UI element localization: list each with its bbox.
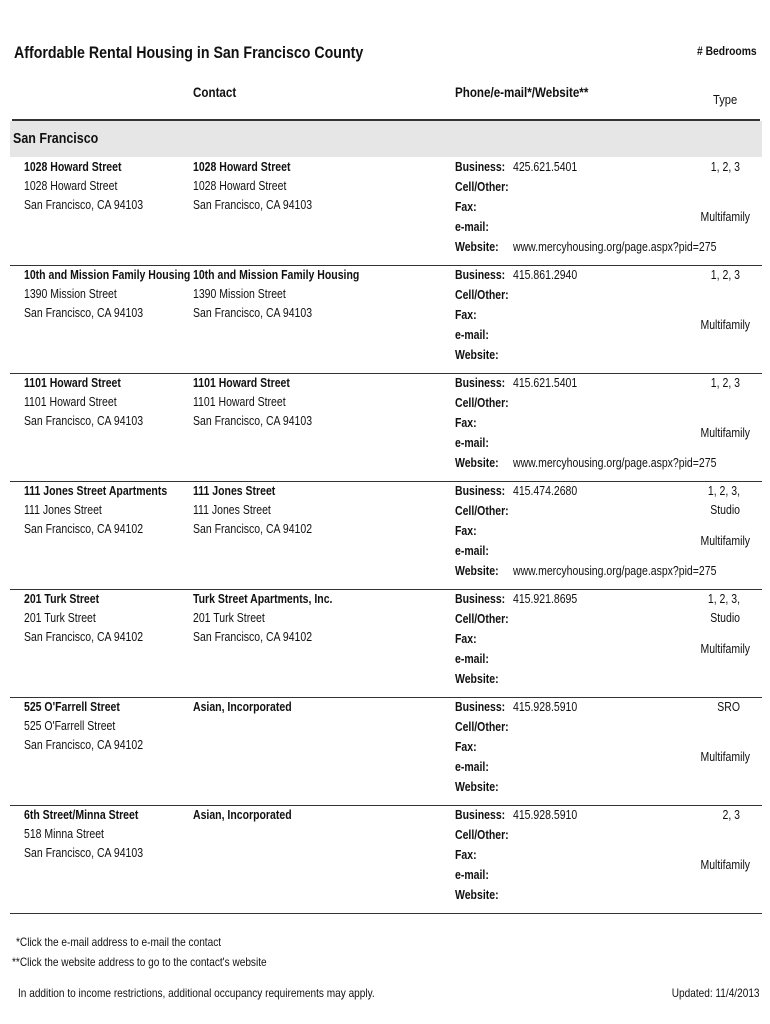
contact-address-line1: 1101 Howard Street [193,395,286,409]
page-title: Affordable Rental Housing in San Francisco County [14,44,364,62]
updated-date: Updated: 11/4/2013 [672,986,760,1000]
business-label: Business: [455,160,506,174]
business-label: Business: [455,484,506,498]
contact-name: 10th and Mission Family Housing [193,268,360,282]
property-address-line2: San Francisco, CA 94103 [24,846,144,860]
property-address-line1: 518 Minna Street [24,827,104,841]
email-label: e-mail: [455,760,489,774]
contact-address-line1: 201 Turk Street [193,611,265,625]
property-name: 1101 Howard Street [24,376,121,390]
business-phone: 415.621.5401 [513,376,578,390]
fax-label: Fax: [455,416,477,430]
bedrooms-value: 2, 3 [722,808,740,822]
bedrooms-value: 1, 2, 3 [710,160,740,174]
business-label: Business: [455,808,506,822]
fax-label: Fax: [455,308,477,322]
email-label: e-mail: [455,868,489,882]
business-phone: 415.928.5910 [513,700,578,714]
business-phone: 425.621.5401 [513,160,578,174]
listing-row [10,157,762,266]
contact-name: Asian, Incorporated [193,700,292,714]
contact-address-line1: 111 Jones Street [193,503,271,517]
fax-label: Fax: [455,740,477,754]
listing-row [10,265,762,374]
housing-type: Multifamily [700,642,750,656]
email-label: e-mail: [455,328,489,342]
property-address-line1: 1101 Howard Street [24,395,117,409]
cell-label: Cell/Other: [455,828,509,842]
website-label: Website: [455,888,499,902]
website-label: Website: [455,240,499,254]
contact-address-line2: San Francisco, CA 94102 [193,522,313,536]
housing-type: Multifamily [700,210,750,224]
bedrooms-value-extra: Studio [710,503,740,517]
contact-address-line2: San Francisco, CA 94102 [193,630,313,644]
footnote-email: *Click the e-mail address to e-mail the contact [16,935,222,949]
website-label: Website: [455,564,499,578]
property-address-line2: San Francisco, CA 94103 [24,306,144,320]
cell-label: Cell/Other: [455,720,509,734]
contact-name: Asian, Incorporated [193,808,292,822]
property-name: 6th Street/Minna Street [24,808,139,822]
email-label: e-mail: [455,544,489,558]
housing-type: Multifamily [700,534,750,548]
property-address-line2: San Francisco, CA 94102 [24,738,144,752]
business-phone: 415.474.2680 [513,484,578,498]
housing-type: Multifamily [700,318,750,332]
email-label: e-mail: [455,652,489,666]
website-link[interactable]: www.mercyhousing.org/page.aspx?pid=275 [513,564,717,578]
listing-row [10,805,762,914]
business-phone: 415.928.5910 [513,808,578,822]
website-link[interactable]: www.mercyhousing.org/page.aspx?pid=275 [513,240,717,254]
website-label: Website: [455,456,499,470]
property-address-line1: 1390 Mission Street [24,287,117,301]
website-link[interactable]: www.mercyhousing.org/page.aspx?pid=275 [513,456,717,470]
footnote-website: **Click the website address to go to the contact's website [12,955,267,969]
bedrooms-value: 1, 2, 3 [710,268,740,282]
cell-label: Cell/Other: [455,504,509,518]
property-address-line1: 525 O'Farrell Street [24,719,116,733]
property-address-line2: San Francisco, CA 94103 [24,198,144,212]
property-name: 201 Turk Street [24,592,100,606]
bedrooms-value: SRO [717,700,740,714]
listing-row [10,589,762,698]
website-label: Website: [455,348,499,362]
housing-type: Multifamily [700,858,750,872]
contact-column-header: Contact [193,85,237,100]
property-name: 1028 Howard Street [24,160,122,174]
property-name: 111 Jones Street Apartments [24,484,168,498]
region-bar [10,121,762,157]
website-label: Website: [455,780,499,794]
contact-address-line2: San Francisco, CA 94103 [193,414,313,428]
business-label: Business: [455,268,506,282]
listing-row [10,373,762,482]
property-address-line1: 1028 Howard Street [24,179,118,193]
contact-name: 1101 Howard Street [193,376,290,390]
fax-label: Fax: [455,200,477,214]
contact-address-line1: 1390 Mission Street [193,287,286,301]
property-address-line1: 201 Turk Street [24,611,96,625]
listing-row [10,697,762,806]
business-phone: 415.921.8695 [513,592,578,606]
phone-column-header: Phone/e-mail*/Website** [455,85,589,100]
email-label: e-mail: [455,220,489,234]
contact-name: Turk Street Apartments, Inc. [193,592,333,606]
cell-label: Cell/Other: [455,396,509,410]
website-label: Website: [455,672,499,686]
cell-label: Cell/Other: [455,180,509,194]
type-column-header: Type [713,92,738,107]
contact-address-line2: San Francisco, CA 94103 [193,198,313,212]
bedrooms-value: 1, 2, 3, [707,592,740,606]
region-label: San Francisco [13,131,99,147]
fax-label: Fax: [455,632,477,646]
bedrooms-column-header: # Bedrooms [697,44,757,58]
bedrooms-value-extra: Studio [710,611,740,625]
property-address-line2: San Francisco, CA 94102 [24,522,144,536]
contact-address-line2: San Francisco, CA 94103 [193,306,313,320]
business-label: Business: [455,592,506,606]
bedrooms-value: 1, 2, 3 [710,376,740,390]
footnote-income: In addition to income restrictions, additional occupancy requirements may apply. [18,986,375,1000]
housing-type: Multifamily [700,426,750,440]
property-name: 525 O'Farrell Street [24,700,120,714]
property-address-line2: San Francisco, CA 94103 [24,414,144,428]
listing-row [10,481,762,590]
contact-name: 1028 Howard Street [193,160,291,174]
business-label: Business: [455,376,506,390]
business-phone: 415.861.2940 [513,268,578,282]
property-address-line1: 111 Jones Street [24,503,102,517]
bedrooms-value: 1, 2, 3, [707,484,740,498]
housing-type: Multifamily [700,750,750,764]
email-label: e-mail: [455,436,489,450]
fax-label: Fax: [455,524,477,538]
contact-name: 111 Jones Street [193,484,276,498]
cell-label: Cell/Other: [455,612,509,626]
property-name: 10th and Mission Family Housing [24,268,191,282]
property-address-line2: San Francisco, CA 94102 [24,630,144,644]
contact-address-line1: 1028 Howard Street [193,179,287,193]
cell-label: Cell/Other: [455,288,509,302]
fax-label: Fax: [455,848,477,862]
business-label: Business: [455,700,506,714]
